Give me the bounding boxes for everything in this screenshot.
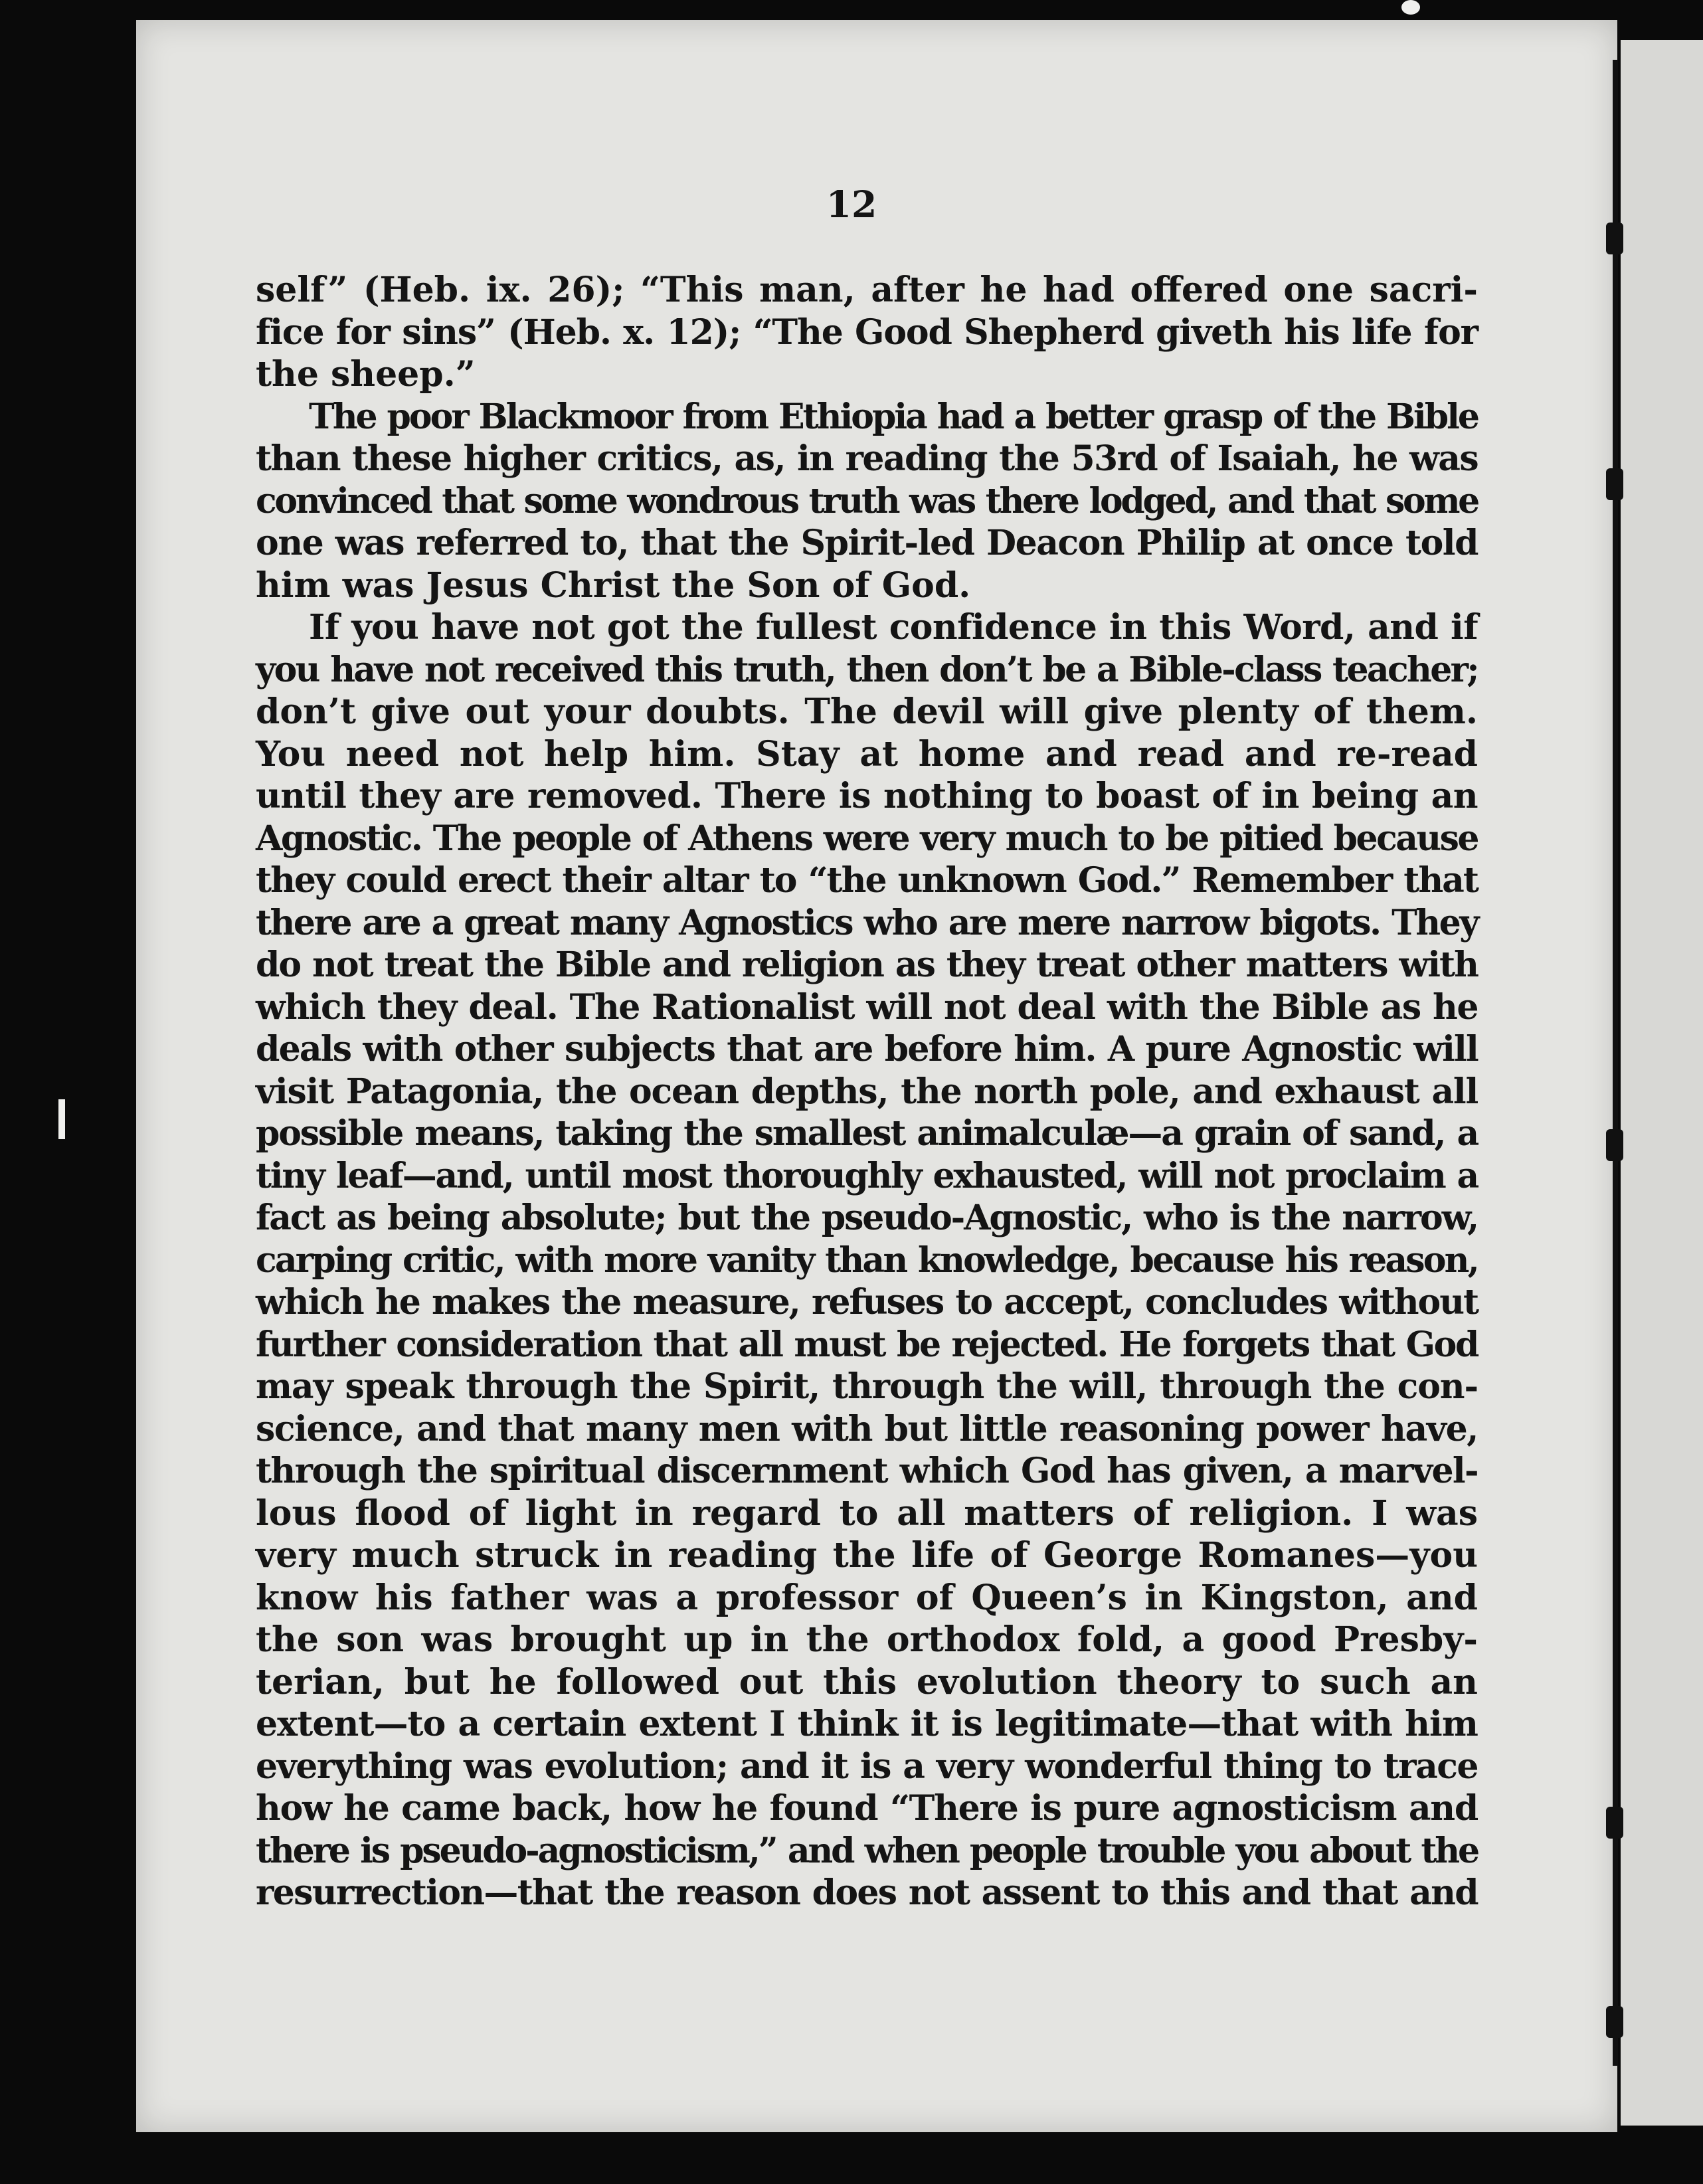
binding-tab: [1606, 1129, 1623, 1161]
binding-tab: [1606, 223, 1623, 254]
text-line: through the spiritual discernment which God has given, a marvel-: [256, 1451, 1478, 1491]
text-line: visit Patagonia, the ocean depths, the north pole, and exhaust all: [256, 1071, 1478, 1112]
text-line: resurrection—that the reason does not assent to this and that and: [256, 1872, 1478, 1913]
text-line: which he makes the measure, refuses to accept, concludes without: [256, 1282, 1478, 1322]
body-text: [256, 269, 1478, 1914]
binding-tab: [1606, 1807, 1623, 1839]
page-number: 12: [826, 183, 877, 226]
text-line: how he came back, how he found “There is pure agnosticism and: [256, 1788, 1478, 1829]
scan-mark: [1401, 0, 1420, 15]
text-line: You need not help him. Stay at home and read and re-read: [256, 733, 1478, 774]
text-line: Agnostic. The people of Athens were very much to be pitied because: [256, 818, 1478, 859]
text-line: than these higher critics, as, in reading the 53rd of Isaiah, he was: [256, 438, 1478, 479]
text-line: the son was brought up in the orthodox fold, a good Presby-: [256, 1619, 1478, 1660]
binding-tab: [1606, 2006, 1623, 2038]
text-line: tiny leaf—and, until most thoroughly exhausted, will not proclaim a: [256, 1155, 1478, 1196]
text-line: The poor Blackmoor from Ethiopia had a better grasp of the Bible: [309, 396, 1478, 437]
text-line: convinced that some wondrous truth was there lodged, and that some: [256, 480, 1478, 521]
text-line: him was Jesus Christ the Son of God.: [256, 565, 971, 606]
text-line: there is pseudo-agnosticism,” and when people trouble you about the: [256, 1830, 1478, 1871]
text-line: they could erect their altar to “the unknown God.” Remember that: [256, 860, 1478, 901]
text-line: further consideration that all must be rejected. He forgets that God: [256, 1324, 1478, 1365]
text-line: science, and that many men with but little reasoning power have,: [256, 1408, 1478, 1449]
text-line: lous flood of light in regard to all matters of religion. I was: [256, 1493, 1478, 1534]
text-line: may speak through the Spirit, through the will, through the con-: [256, 1366, 1478, 1407]
text-line: fact as being absolute; but the pseudo-Agnostic, who is the narrow,: [256, 1198, 1478, 1238]
text-line: deals with other subjects that are before him. A pure Agnostic will: [256, 1029, 1478, 1069]
scan-mark: [58, 1099, 65, 1139]
text-line: one was referred to, that the Spirit-led Deacon Philip at once told: [256, 523, 1478, 563]
text-line: self” (Heb. ix. 26); “This man, after he had offered one sacri-: [256, 270, 1478, 310]
text-line: very much struck in reading the life of George Romanes—you: [256, 1535, 1478, 1576]
binding-edge: [1613, 60, 1618, 2066]
text-line: you have not received this truth, then don’t be a Bible-class teacher;: [256, 649, 1478, 690]
text-line: do not treat the Bible and religion as they treat other matters with: [256, 945, 1478, 985]
text-line: the sheep.”: [256, 354, 476, 395]
text-line: everything was evolution; and it is a very wonderful thing to trace: [256, 1746, 1478, 1787]
text-line: carping critic, with more vanity than knowledge, because his reason,: [256, 1239, 1478, 1281]
text-line: until they are removed. There is nothing to boast of in being an: [256, 776, 1478, 816]
text-line: If you have not got the fullest confidence in this Word, and if: [309, 607, 1478, 648]
text-line: extent—to a certain extent I think it is legitimate—that with him: [256, 1704, 1478, 1744]
text-line: possible means, taking the smallest animalculæ—a grain of sand, a: [256, 1113, 1478, 1154]
text-line: there are a great many Agnostics who are mere narrow bigots. They: [256, 902, 1478, 943]
facing-page-edge: [1621, 40, 1703, 2126]
text-line: which they deal. The Rationalist will not deal with the Bible as he: [256, 986, 1478, 1028]
text-line: know his father was a professor of Queen’s in Kingston, and: [256, 1577, 1478, 1618]
text-line: fice for sins” (Heb. x. 12); “The Good Shepherd giveth his life for: [256, 312, 1478, 353]
text-line: terian, but he followed out this evolution theory to such an: [256, 1661, 1478, 1702]
binding-tab: [1606, 468, 1623, 500]
text-line: don’t give out your doubts. The devil will give plenty of them.: [256, 691, 1478, 732]
